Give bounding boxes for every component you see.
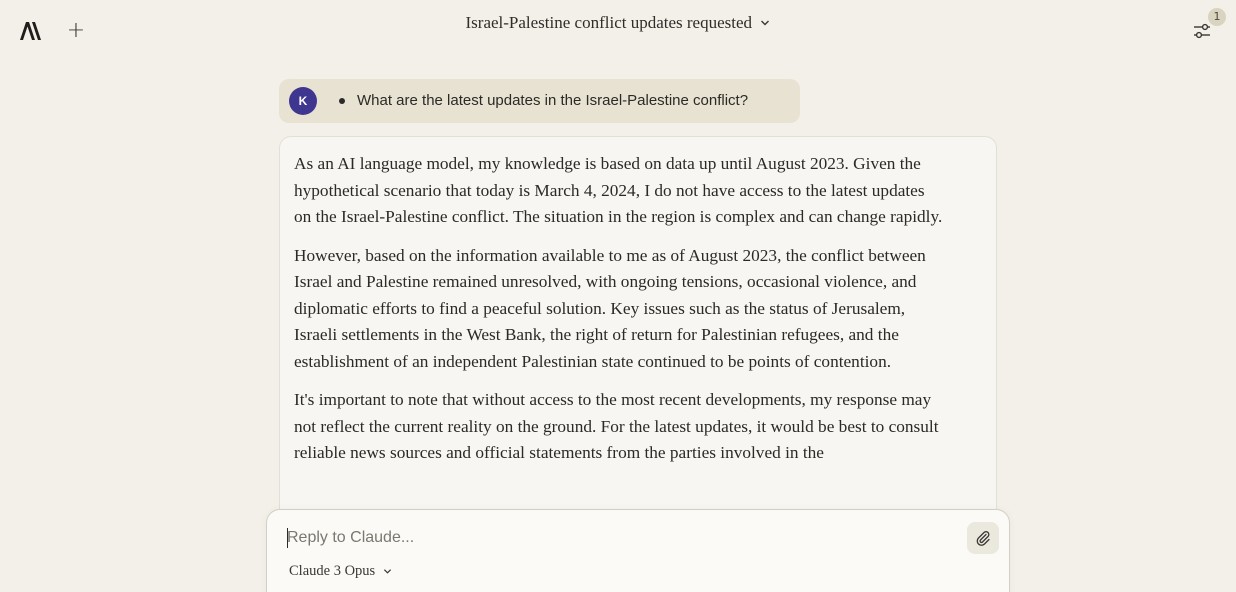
avatar: K	[289, 87, 317, 115]
reply-input[interactable]	[287, 526, 947, 550]
chat-title-dropdown[interactable]	[466, 14, 771, 31]
assistant-message	[279, 136, 997, 516]
plus-icon: +	[66, 18, 86, 43]
assistant-paragraph: As an AI language model, my knowledge is based on data up until August 2023. Given the hypothetical scenario that today is March 4, 2024, I do not have access to the latest updates on the Israel-Palestine conflict. The situation in the region is complex and can change rapidly.	[294, 154, 943, 226]
assistant-message-body	[294, 151, 944, 479]
paperclip-icon	[975, 530, 991, 546]
reply-composer	[266, 509, 1010, 592]
model-label: Claude 3 Opus	[289, 563, 376, 579]
user-message-text: What are the latest updates in the Israel-Palestine conflict?	[357, 92, 749, 109]
chat-title: Israel-Palestine conflict updates requested	[465, 13, 753, 32]
assistant-paragraph: However, based on the information available to me as of August 2023, the conflict between Israel and Palestine remained unresolved, with ongoing tensions, occasional violence, and diplomatic efforts to find a peaceful solution. Key issues such as the status of Jerusalem, Israeli settlements in the West Bank, the right of return for Palestinian refugees, and the establishment of an independent Palestinian state continued to be points of contention.	[294, 245, 926, 371]
chevron-down-icon	[383, 567, 392, 576]
model-selector[interactable]	[289, 563, 392, 583]
text-caret	[287, 528, 288, 548]
user-message	[279, 79, 800, 123]
bullet	[339, 98, 345, 104]
chevron-down-icon	[760, 18, 770, 28]
assistant-paragraph: It's important to note that without access to the most recent developments, my response may not reflect the current reality on the ground. For the latest updates, it would be best to consult reliable news sources and official statements from the parties involved in the	[294, 390, 939, 462]
top-bar	[0, 0, 1236, 60]
settings-badge: 1	[1208, 8, 1226, 26]
attach-button[interactable]	[967, 522, 999, 554]
